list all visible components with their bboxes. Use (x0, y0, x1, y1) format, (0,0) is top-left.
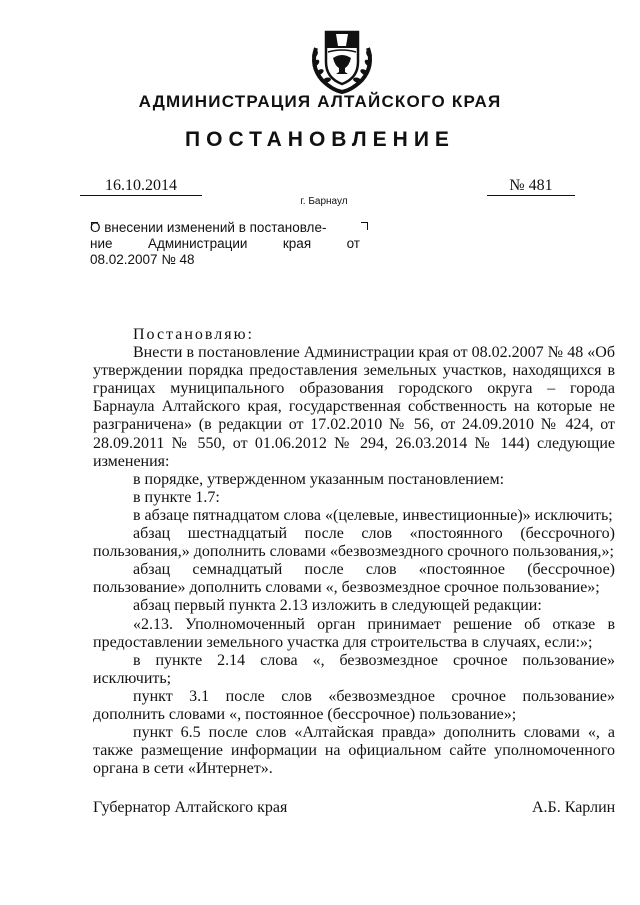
subject-word: ние (90, 236, 113, 251)
body-paragraph: в абзаце пятнадцатом слова «(целевые, инвестиционные)» исключить; (133, 506, 613, 524)
body-paragraph: в пункте 2.14 слова «, безвозмездное срочное пользование» исключить; (93, 651, 615, 687)
subject-line-1: О внесении изменений в постановле- (90, 220, 327, 235)
subject-bracket-right (361, 222, 368, 230)
body-paragraph: абзац шестнадцатый после слов «постоянного (бессрочного) пользования,» дополнить словами «безвозмездного срочного пользования,»; (93, 525, 615, 561)
body-paragraph: пункт 6.5 после слов «Алтайская правда» дополнить словами «, а также размещение информации на официальном сайте уполномоченного органа в сети «Интернет». (93, 724, 615, 778)
subject-line-2 (90, 236, 360, 252)
subject-line-3: 08.02.2007 № 48 (90, 252, 195, 267)
document-number: № 481 (487, 177, 575, 196)
body-paragraph: «2.13. Уполномоченный орган принимает решение об отказе в предоставлении земельного участка для строительства в случаях, если:»; (93, 615, 615, 651)
signatory-name: А.Б. Карлин (532, 799, 616, 816)
document-city: г. Барнаул (300, 196, 348, 207)
subject-word: Администрации (147, 236, 248, 251)
document-body (93, 326, 615, 778)
administration-title: АДМИНИСТРАЦИЯ АЛТАЙСКОГО КРАЯ (138, 92, 502, 111)
subject-word: от (346, 236, 360, 251)
document-date: 16.10.2014 (80, 177, 202, 196)
body-paragraph: в пункте 1.7: (133, 488, 220, 506)
body-paragraph: Внести в постановление Администрации края от 08.02.2007 № 48 «Об утверждении порядка предоставления земельных участков, находящихся в границах муниципального образования городского округа – города Барнаула Алтайского края, государственная собственность на которые не разграничена» (в редакции от 17.02.2010 № 56, от 24.09.2010 № 424, от 28.09.2011 № 550, от 01.06.2012 № 294, 26.03.2014 № 144) следующие изменения: (93, 344, 615, 470)
document-type-title: ПОСТАНОВЛЕНИЕ (185, 128, 455, 151)
document-subject (90, 220, 360, 268)
coat-of-arms-icon (302, 18, 382, 98)
body-paragraph: пункт 3.1 после слов «безвозмездное срочное пользование» дополнить словами «, постоянное (бессрочное) пользование»; (93, 687, 615, 723)
body-paragraph: Постановляю: (133, 326, 254, 343)
body-paragraph: абзац семнадцатый после слов «постоянное (бессрочное) пользование» дополнить словами «, безвозмездное срочное пользование»; (93, 561, 615, 597)
subject-word: края (282, 236, 312, 251)
body-paragraph: в порядке, утвержденном указанным постановлением: (133, 470, 505, 488)
signatory-role: Губернатор Алтайского края (93, 799, 288, 816)
body-paragraph: абзац первый пункта 2.13 изложить в следующей редакции: (133, 597, 542, 615)
